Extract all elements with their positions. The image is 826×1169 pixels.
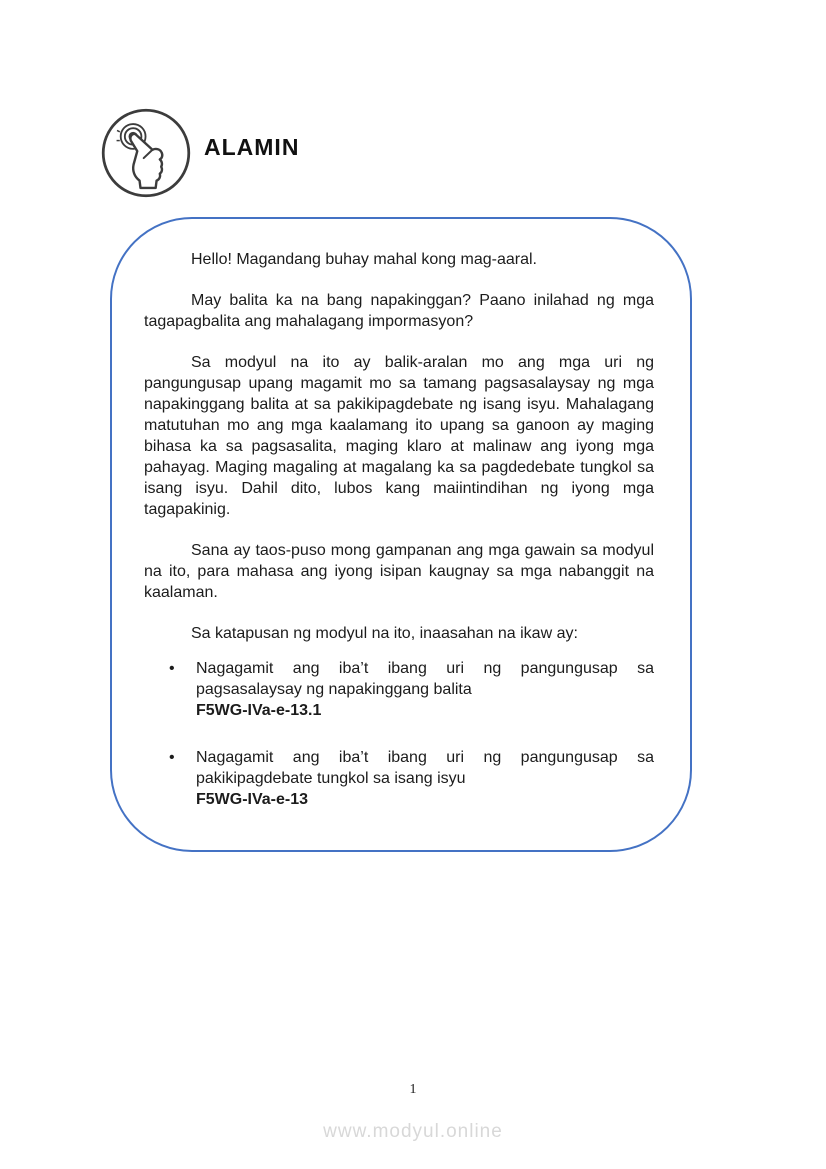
bullet-icon: • (169, 749, 175, 766)
objectives-list (144, 658, 654, 810)
competency-code: F5WG-IVa-e-13 (196, 791, 309, 808)
objective-text: Nagagamit ang iba’t ibang uri ng pangungusap sa pakikipagdebate tungkol sa isang isyu (196, 749, 654, 787)
watermark-text: www.modyul.online (323, 1121, 503, 1142)
objective-text: Nagagamit ang iba’t ibang uri ng pangungusap sa pagsasalaysay ng napakinggang balita (196, 660, 654, 698)
list-item (144, 747, 654, 810)
paragraph-overview: Sa modyul na ito ay balik-aralan mo ang mga uri ng pangungusap upang magamit mo sa tamang pagsasalaysay ng mga napakinggang balita at sa pakikipagdebate ng isang isyu. Mahalagang matutuhan mo ang mga kaalamang ito upang sa ganoon ay maging bihasa ka sa pagsasalita, maging klaro at malinaw ang iyong mga pahayag. Maging magaling at magalang ka sa pagdedebate tungkol sa isang isyu. Dahil dito, lubos kang maiintindihan ng iyong mga tagapakinig. (144, 354, 654, 518)
bullet-icon: • (169, 660, 175, 677)
touch-tap-icon (100, 107, 192, 199)
page-title: ALAMIN (204, 134, 300, 160)
paragraph-greeting: Hello! Magandang buhay mahal kong mag-aaral. (191, 251, 537, 268)
content-box (110, 217, 692, 852)
paragraph-objectives-leadin: Sa katapusan ng modyul na ito, inaasahan na ikaw ay: (191, 625, 578, 642)
page-number: 1 (409, 1082, 417, 1097)
paragraph-encouragement: Sana ay taos-puso mong gampanan ang mga gawain sa modyul na ito, para mahasa ang iyong isipan kaugnay sa mga nabanggit na kaalaman. (144, 542, 654, 601)
paragraph-question: May balita ka na bang napakinggan? Paano inilahad ng mga tagapagbalita ang mahalagang impormasyon? (144, 292, 654, 330)
content-text (112, 219, 690, 810)
competency-code: F5WG-IVa-e-13.1 (196, 702, 322, 719)
list-item (144, 658, 654, 721)
